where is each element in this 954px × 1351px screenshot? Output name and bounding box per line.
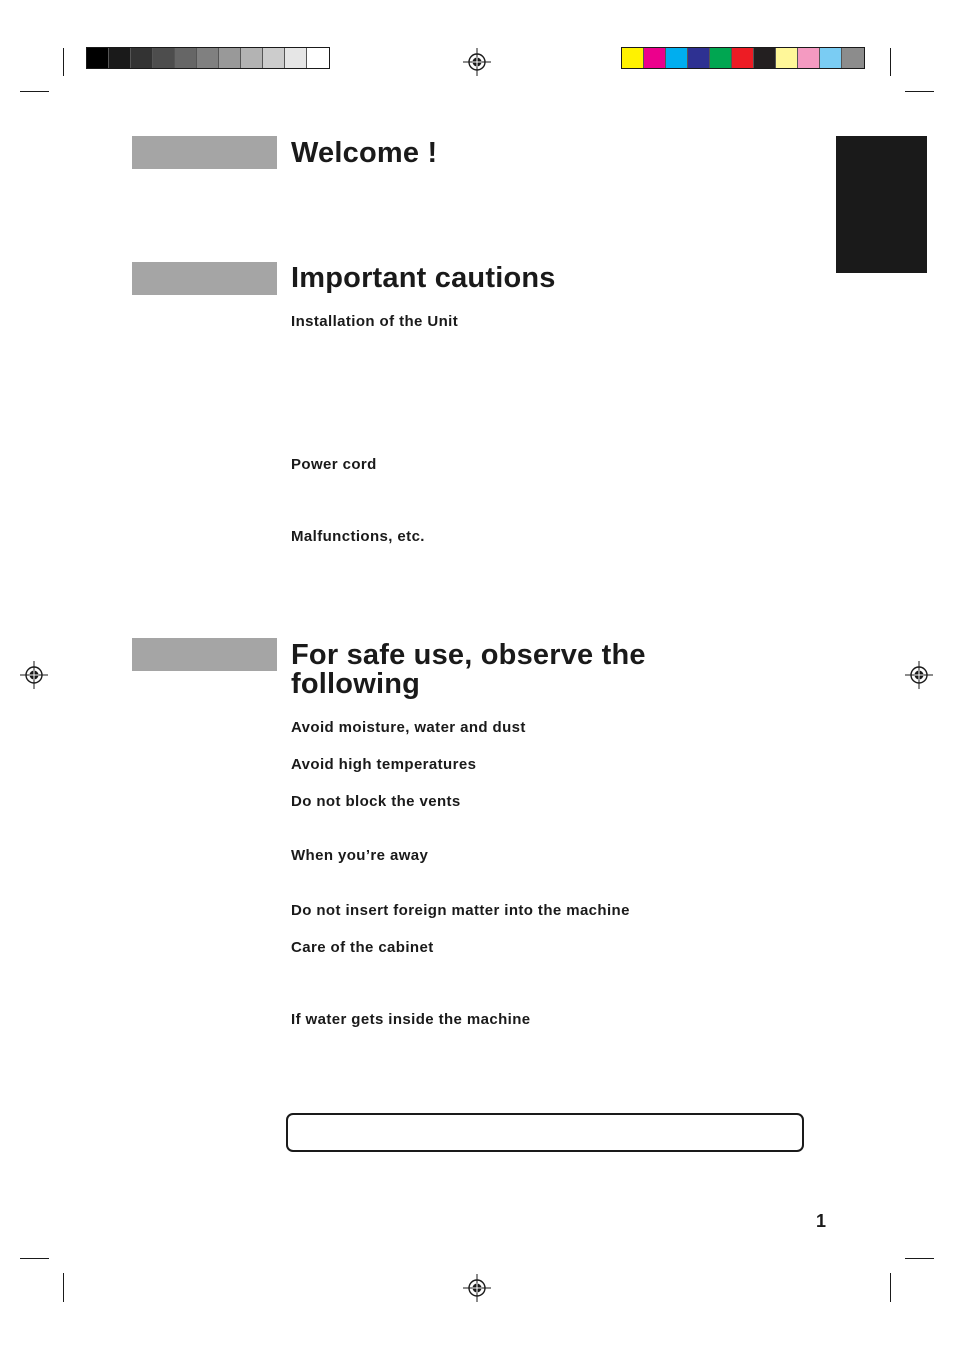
subheading-away: When you’re away [291, 847, 429, 864]
crop-mark [63, 1273, 64, 1302]
gray-swatch [263, 48, 285, 68]
crop-mark [890, 1273, 891, 1302]
color-swatch [842, 48, 864, 68]
crop-mark [63, 48, 64, 76]
color-swatch [798, 48, 820, 68]
registration-target-icon [463, 48, 491, 76]
heading-welcome: Welcome ! [291, 137, 438, 169]
color-calibration-bar [621, 47, 865, 69]
gray-swatch [219, 48, 241, 68]
subheading-temperatures: Avoid high temperatures [291, 756, 477, 773]
crop-mark [890, 48, 891, 76]
heading-safe-use-line2: following [291, 668, 421, 700]
gray-swatch [307, 48, 329, 68]
gray-swatch [197, 48, 219, 68]
crop-mark [905, 1258, 934, 1259]
page-number: 1 [815, 1211, 826, 1231]
subheading-installation: Installation of the Unit [291, 313, 459, 330]
color-swatch [710, 48, 732, 68]
subheading-cabinet: Care of the cabinet [291, 939, 434, 956]
gray-swatch [153, 48, 175, 68]
color-swatch [754, 48, 776, 68]
section-tab-safe-use [132, 638, 277, 671]
heading-important-cautions: Important cautions [291, 262, 556, 294]
crop-mark [905, 91, 934, 92]
subheading-malfunctions: Malfunctions, etc. [291, 528, 425, 545]
color-swatch [776, 48, 798, 68]
gray-swatch [175, 48, 197, 68]
color-swatch [820, 48, 842, 68]
note-box [286, 1113, 804, 1152]
language-tab-block [836, 136, 927, 273]
section-tab-welcome [132, 136, 277, 169]
subheading-foreign-matter: Do not insert foreign matter into the machine [291, 902, 630, 919]
gray-swatch [87, 48, 109, 68]
subheading-power-cord: Power cord [291, 456, 377, 473]
gray-swatch [131, 48, 153, 68]
grayscale-calibration-bar [86, 47, 330, 69]
color-swatch [622, 48, 644, 68]
gray-swatch [285, 48, 307, 68]
registration-target-icon [20, 661, 48, 689]
subheading-vents: Do not block the vents [291, 793, 461, 810]
section-tab-cautions [132, 262, 277, 295]
registration-target-icon [463, 1274, 491, 1302]
crop-mark [20, 91, 49, 92]
gray-swatch [241, 48, 263, 68]
heading-safe-use-line1: For safe use, observe the [291, 639, 646, 671]
gray-swatch [109, 48, 131, 68]
color-swatch [666, 48, 688, 68]
subheading-water: If water gets inside the machine [291, 1011, 531, 1028]
subheading-moisture: Avoid moisture, water and dust [291, 719, 526, 736]
color-swatch [644, 48, 666, 68]
color-swatch [688, 48, 710, 68]
registration-target-icon [905, 661, 933, 689]
crop-mark [20, 1258, 49, 1259]
color-swatch [732, 48, 754, 68]
